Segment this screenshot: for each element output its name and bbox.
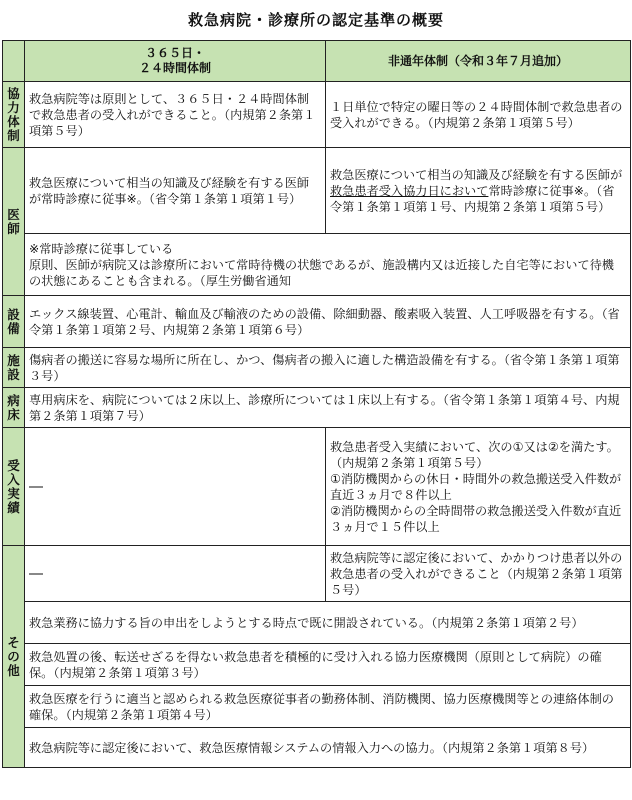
byosho-cell: 専用病床を、病院については２床以上、診療所については１床以上有する。（省令第１条第１項第４号、内規第２条第１項第７号） [25, 388, 631, 428]
row-sonota-1 [3, 546, 631, 602]
row-byosho [3, 388, 631, 428]
shisetsu-cell: 傷病者の搬送に容易な場所に所在し、かつ、傷病者の搬入に適した構造設備を有する。（省令第１条第１項第３号） [25, 348, 631, 388]
row-sonota-2 [3, 602, 631, 644]
ishi-note-cell: ※常時診療に従事している 原則、医師が病院又は診療所において常時待機の状態であるが、施設構内又は近接した自宅等において待機の状態にあることも含まれる。（厚生労働省通知 [25, 234, 631, 296]
header-non-year-round: 非通年体制（令和３年７月追加） [326, 41, 631, 82]
row-sonota-3 [3, 644, 631, 686]
category-ukeire: 受 入 実 績 [3, 428, 25, 546]
category-setsubi: 設 備 [3, 296, 25, 348]
header-row [3, 41, 631, 82]
row-ukeire [3, 428, 631, 546]
kyoryoku-non-cell: １日単位で特定の曜日等の２４時間体制で救急患者の受入れができる。（内規第２条第１項第５号） [326, 82, 631, 148]
sonota-5-cell: 救急病院等に認定後において、救急医療情報システムの情報入力への協力。（内規第２条第１項第８号） [25, 728, 631, 768]
category-byosho: 病 床 [3, 388, 25, 428]
category-sonota: そ の 他 [3, 546, 25, 768]
sonota-3-cell: 救急処置の後、転送せざるを得ない救急患者を積極的に受け入れる協力医療機関（原則として病院）の確保。（内規第２条第１項第３号） [25, 644, 631, 686]
ishi-365-cell: 救急医療について相当の知識及び経験を有する医師が常時診療に従事※。（省令第１条第１項第１号） [25, 148, 326, 234]
page-title: 救急病院・診療所の認定基準の概要 [187, 11, 444, 29]
row-kyoryoku [3, 82, 631, 148]
row-ishi [3, 148, 631, 234]
setsubi-cell: エックス線装置、心電計、輸血及び輸液のための設備、除細動器、酸素吸入装置、人工呼吸器を有する。（省令第１条第１項第２号、内規第２条第１項第６号） [25, 296, 631, 348]
row-sonota-4 [3, 686, 631, 728]
category-ishi: 医 師 [3, 148, 25, 296]
cooperation-day-underline: 救急患者受入協力日において [330, 183, 489, 198]
criteria-table [2, 40, 631, 768]
category-kyoryoku: 協 力 体 制 [3, 82, 25, 148]
row-sonota-5 [3, 728, 631, 768]
sonota-non-cell: 救急病院等に認定後において、かかりつけ患者以外の救急患者の受入れができること（内規第２条第１項第５号） [326, 546, 631, 602]
sonota-4-cell: 救急医療を行うに適当と認められる救急医療従事者の勤務体制、消防機関、協力医療機関等との連絡体制の確保。（内規第２条第１項第４号） [25, 686, 631, 728]
ukeire-non-cell: 救急患者受入実績において、次の①又は②を満たす。（内規第２条第１項第５号） ①消防機関からの休日・時間外の救急搬送受入件数が直近３ヵ月で８件以上 ②消防機関からの全時間帯の救急搬送受入件数が直近３ヵ月で１５件以上 [326, 428, 631, 546]
row-ishi-note [3, 234, 631, 296]
sonota-2-cell: 救急業務に協力する旨の申出をしようとする時点で既に開設されている。（内規第２条第１項第２号） [25, 602, 631, 644]
category-shisetsu: 施 設 [3, 348, 25, 388]
ukeire-365-cell: ― [25, 428, 326, 546]
row-shisetsu [3, 348, 631, 388]
header-corner-cell [3, 41, 25, 82]
header-365-24: ３６５日・ ２４時間体制 [25, 41, 326, 82]
row-setsubi [3, 296, 631, 348]
kyoryoku-365-cell: 救急病院等は原則として、３６５日・２４時間体制で救急患者の受入れができること。（内規第２条第１項第５号） [25, 82, 326, 148]
sonota-365-cell: ― [25, 546, 326, 602]
ishi-non-cell: 救急医療について相当の知識及び経験を有する医師が救急患者受入協力日において常時診療に従事※。（省令第１条第１項第１号、内規第２条第１項第５号） [326, 148, 631, 234]
